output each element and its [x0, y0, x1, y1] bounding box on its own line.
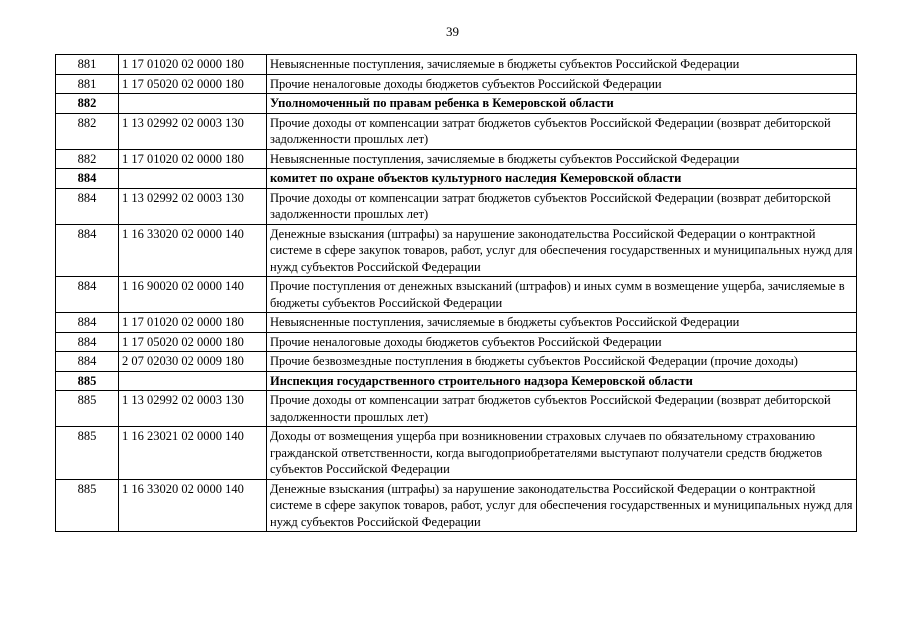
- administrator-code-cell: 884: [56, 277, 119, 313]
- table-row-administrator-header: [56, 169, 857, 189]
- budget-code-cell: [119, 371, 267, 391]
- income-name-cell: Доходы от возмещения ущерба при возникновении страховых случаев по обязательному страхованию гражданской ответственности, когда выгодоприобретателями выступают получатели средств бюджетов субъектов Российской Федерации: [267, 427, 857, 480]
- table-row: [56, 427, 857, 480]
- income-name-cell: Денежные взыскания (штрафы) за нарушение законодательства Российской Федерации о контрактной системе в сфере закупок товаров, работ, услуг для обеспечения государственных и муниципальных нужд для нужд субъектов Российской Федерации: [267, 479, 857, 532]
- administrator-code-cell: 884: [56, 188, 119, 224]
- income-name-cell: Невыясненные поступления, зачисляемые в бюджеты субъектов Российской Федерации: [267, 149, 857, 169]
- administrator-code-cell: 884: [56, 313, 119, 333]
- table-row: [56, 224, 857, 277]
- administrator-code-cell: 881: [56, 74, 119, 94]
- table-row-administrator-header: [56, 94, 857, 114]
- table-row: [56, 277, 857, 313]
- administrator-code-cell: 884: [56, 169, 119, 189]
- administrator-code-cell: 884: [56, 332, 119, 352]
- administrator-code-cell: 884: [56, 352, 119, 372]
- administrator-code-cell: 882: [56, 94, 119, 114]
- budget-classification-table: [55, 54, 857, 532]
- table-row: [56, 352, 857, 372]
- budget-code-cell: [119, 94, 267, 114]
- budget-code-cell: 2 07 02030 02 0009 180: [119, 352, 267, 372]
- budget-code-cell: 1 17 05020 02 0000 180: [119, 332, 267, 352]
- budget-code-cell: 1 16 23021 02 0000 140: [119, 427, 267, 480]
- page-number: 39: [446, 24, 459, 39]
- table-row: [56, 391, 857, 427]
- income-name-cell: Инспекция государственного строительного надзора Кемеровской области: [267, 371, 857, 391]
- table-row: [56, 74, 857, 94]
- budget-code-cell: 1 16 90020 02 0000 140: [119, 277, 267, 313]
- income-name-cell: Невыясненные поступления, зачисляемые в бюджеты субъектов Российской Федерации: [267, 55, 857, 75]
- income-name-cell: комитет по охране объектов культурного наследия Кемеровской области: [267, 169, 857, 189]
- income-name-cell: Прочие доходы от компенсации затрат бюджетов субъектов Российской Федерации (возврат дебиторской задолженности прошлых лет): [267, 188, 857, 224]
- income-name-cell: Прочие доходы от компенсации затрат бюджетов субъектов Российской Федерации (возврат дебиторской задолженности прошлых лет): [267, 113, 857, 149]
- income-name-cell: Уполномоченный по правам ребенка в Кемеровской области: [267, 94, 857, 114]
- table-row: [56, 479, 857, 532]
- budget-code-cell: 1 13 02992 02 0003 130: [119, 113, 267, 149]
- income-name-cell: Денежные взыскания (штрафы) за нарушение законодательства Российской Федерации о контрактной системе в сфере закупок товаров, работ, услуг для обеспечения государственных и муниципальных нужд для нужд субъектов Российской Федерации: [267, 224, 857, 277]
- budget-code-cell: 1 17 01020 02 0000 180: [119, 149, 267, 169]
- administrator-code-cell: 885: [56, 479, 119, 532]
- table-row: [56, 55, 857, 75]
- budget-code-cell: 1 17 01020 02 0000 180: [119, 313, 267, 333]
- income-name-cell: Прочие неналоговые доходы бюджетов субъектов Российской Федерации: [267, 332, 857, 352]
- table-row: [56, 188, 857, 224]
- income-name-cell: Прочие безвозмездные поступления в бюджеты субъектов Российской Федерации (прочие доходы): [267, 352, 857, 372]
- budget-code-cell: 1 16 33020 02 0000 140: [119, 224, 267, 277]
- table-row: [56, 313, 857, 333]
- table-body: [56, 55, 857, 532]
- administrator-code-cell: 885: [56, 371, 119, 391]
- administrator-code-cell: 882: [56, 113, 119, 149]
- administrator-code-cell: 885: [56, 391, 119, 427]
- budget-code-cell: 1 17 05020 02 0000 180: [119, 74, 267, 94]
- budget-code-cell: 1 16 33020 02 0000 140: [119, 479, 267, 532]
- budget-code-cell: 1 17 01020 02 0000 180: [119, 55, 267, 75]
- table-row-administrator-header: [56, 371, 857, 391]
- income-name-cell: Прочие доходы от компенсации затрат бюджетов субъектов Российской Федерации (возврат дебиторской задолженности прошлых лет): [267, 391, 857, 427]
- budget-code-cell: [119, 169, 267, 189]
- income-name-cell: Прочие неналоговые доходы бюджетов субъектов Российской Федерации: [267, 74, 857, 94]
- income-name-cell: Невыясненные поступления, зачисляемые в бюджеты субъектов Российской Федерации: [267, 313, 857, 333]
- table-row: [56, 332, 857, 352]
- administrator-code-cell: 881: [56, 55, 119, 75]
- table-row: [56, 149, 857, 169]
- administrator-code-cell: 885: [56, 427, 119, 480]
- income-name-cell: Прочие поступления от денежных взысканий (штрафов) и иных сумм в возмещение ущерба, зачисляемые в бюджеты субъектов Российской Федерации: [267, 277, 857, 313]
- administrator-code-cell: 884: [56, 224, 119, 277]
- administrator-code-cell: 882: [56, 149, 119, 169]
- budget-code-cell: 1 13 02992 02 0003 130: [119, 188, 267, 224]
- table-row: [56, 113, 857, 149]
- budget-code-cell: 1 13 02992 02 0003 130: [119, 391, 267, 427]
